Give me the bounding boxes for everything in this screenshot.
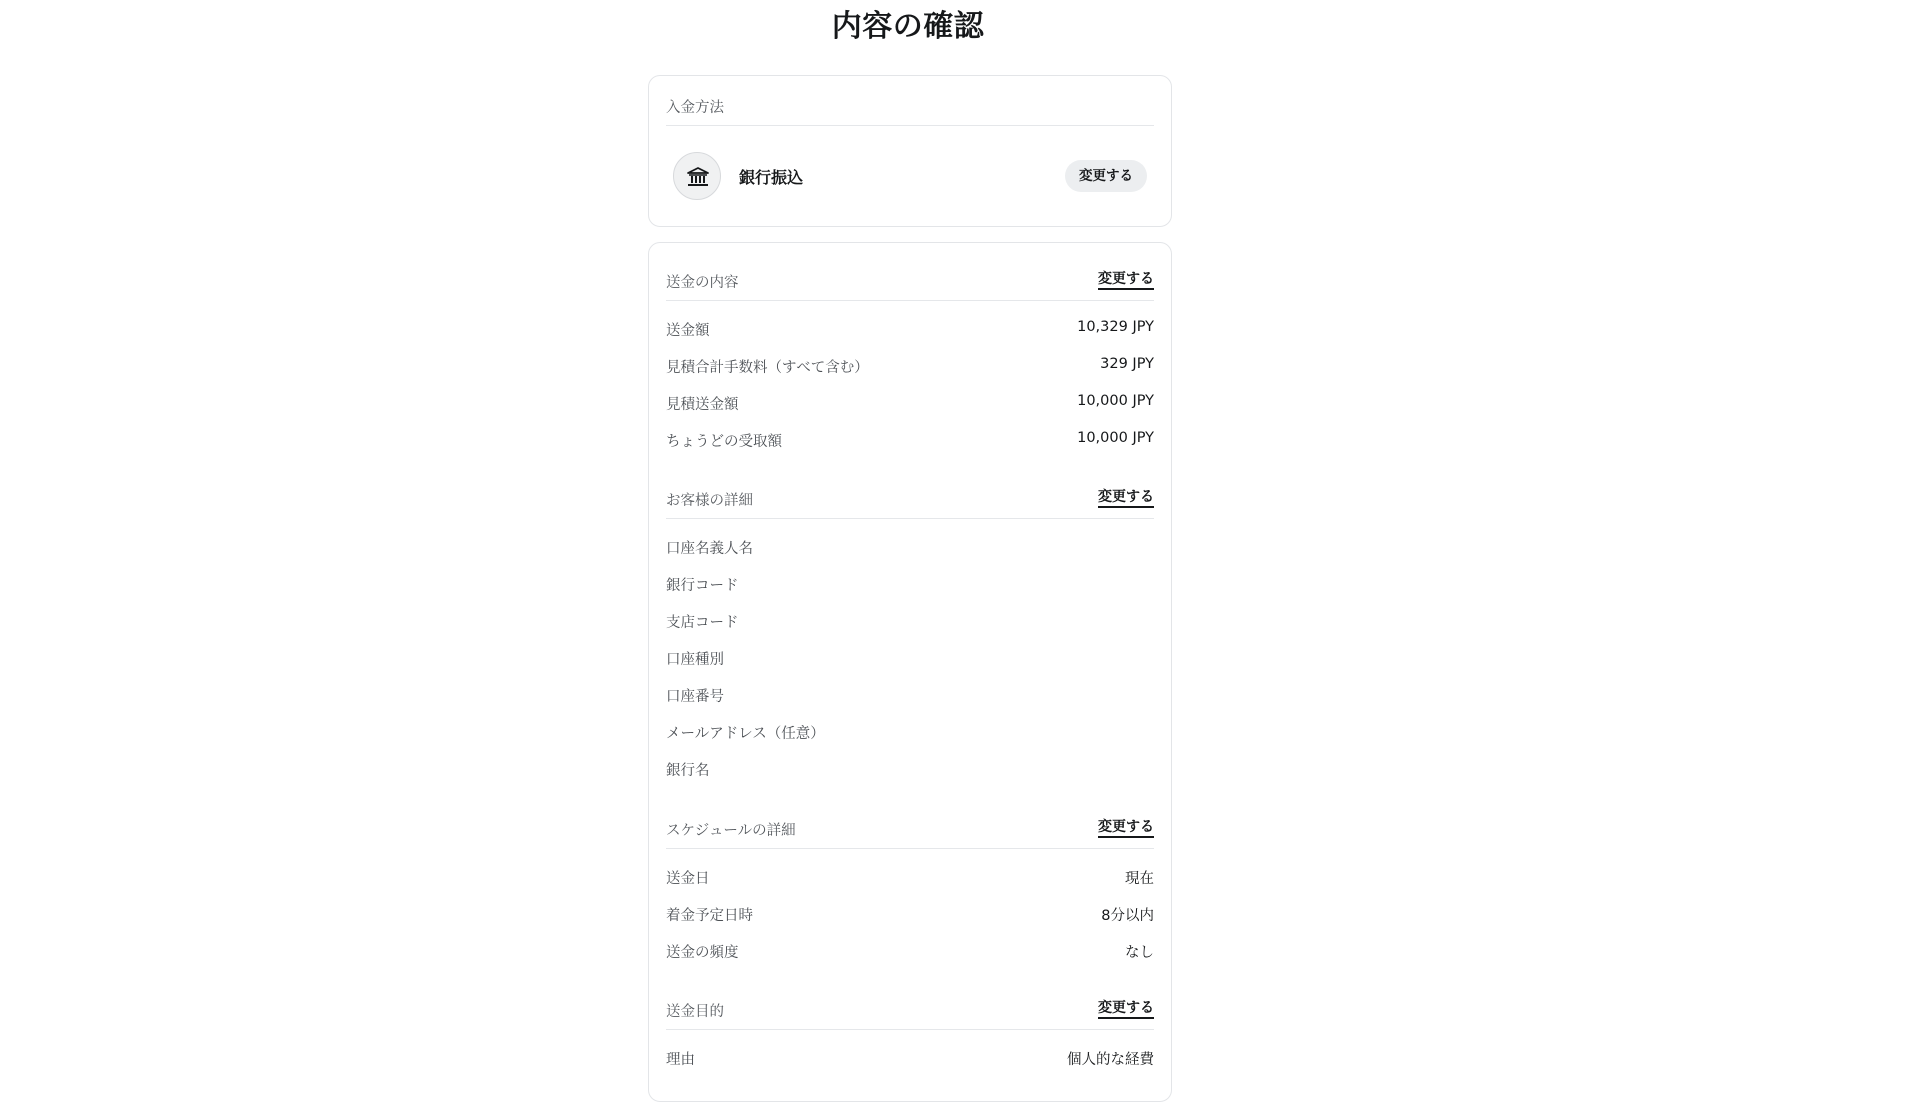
detail-row [666, 611, 1154, 633]
detail-label: 口座番号 [666, 689, 724, 705]
detail-label: 口座種別 [666, 652, 724, 668]
detail-value: 329 JPY [1100, 356, 1154, 372]
detail-row [666, 904, 1154, 926]
detail-row [666, 941, 1154, 963]
change-payment-method-button[interactable]: 変更する [1065, 160, 1147, 192]
detail-row [666, 685, 1154, 707]
detail-label: 送金の頻度 [666, 945, 739, 961]
transfer-summary-card [648, 242, 1172, 1102]
detail-value: 個人的な経費 [1067, 1052, 1154, 1068]
transfer-section-header [666, 265, 1154, 301]
detail-value: 8分以内 [1101, 908, 1154, 924]
transfer-section-label: 送金の内容 [666, 275, 739, 291]
purpose-section-header [666, 994, 1154, 1030]
detail-label: 理由 [666, 1052, 695, 1068]
detail-label: 銀行コード [666, 578, 739, 594]
detail-label: ちょうどの受取額 [666, 434, 782, 450]
detail-row [666, 537, 1154, 559]
detail-row [666, 1048, 1154, 1070]
detail-value: 現在 [1125, 871, 1154, 887]
payment-method-card [648, 75, 1172, 227]
detail-row [666, 759, 1154, 781]
detail-label: メールアドレス（任意） [666, 726, 825, 742]
page-title: 内容の確認 [831, 9, 985, 44]
detail-row [666, 319, 1154, 341]
detail-label: 口座名義人名 [666, 541, 753, 557]
customer-section-header [666, 483, 1154, 519]
detail-row [666, 867, 1154, 889]
detail-row [666, 574, 1154, 596]
detail-row [666, 648, 1154, 670]
payment-method-header [666, 90, 1154, 126]
detail-label: 送金額 [666, 323, 710, 339]
change-schedule-link[interactable]: 変更する [1098, 819, 1154, 838]
purpose-section-label: 送金目的 [666, 1004, 724, 1020]
schedule-section-header [666, 813, 1154, 849]
detail-row [666, 393, 1154, 415]
customer-section-label: お客様の詳細 [666, 493, 753, 509]
detail-value: 10,000 JPY [1077, 393, 1154, 409]
detail-label: 銀行名 [666, 763, 710, 779]
detail-value: 10,000 JPY [1077, 430, 1154, 446]
detail-label: 見積送金額 [666, 397, 739, 413]
change-transfer-link[interactable]: 変更する [1098, 271, 1154, 290]
detail-label: 見積合計手数料（すべて含む） [666, 360, 869, 376]
detail-row [666, 722, 1154, 744]
detail-label: 支店コード [666, 615, 739, 631]
detail-label: 送金日 [666, 871, 710, 887]
bank-icon [673, 152, 721, 200]
schedule-section-label: スケジュールの詳細 [666, 823, 796, 839]
payment-method-row [673, 152, 1147, 202]
detail-value: 10,329 JPY [1077, 319, 1154, 335]
change-customer-link[interactable]: 変更する [1098, 489, 1154, 508]
detail-row [666, 356, 1154, 378]
detail-row [666, 430, 1154, 452]
detail-value: なし [1125, 945, 1154, 961]
change-purpose-link[interactable]: 変更する [1098, 1000, 1154, 1019]
payment-method-name: 銀行振込 [739, 168, 804, 187]
payment-method-label: 入金方法 [666, 100, 724, 116]
detail-label: 着金予定日時 [666, 908, 753, 924]
